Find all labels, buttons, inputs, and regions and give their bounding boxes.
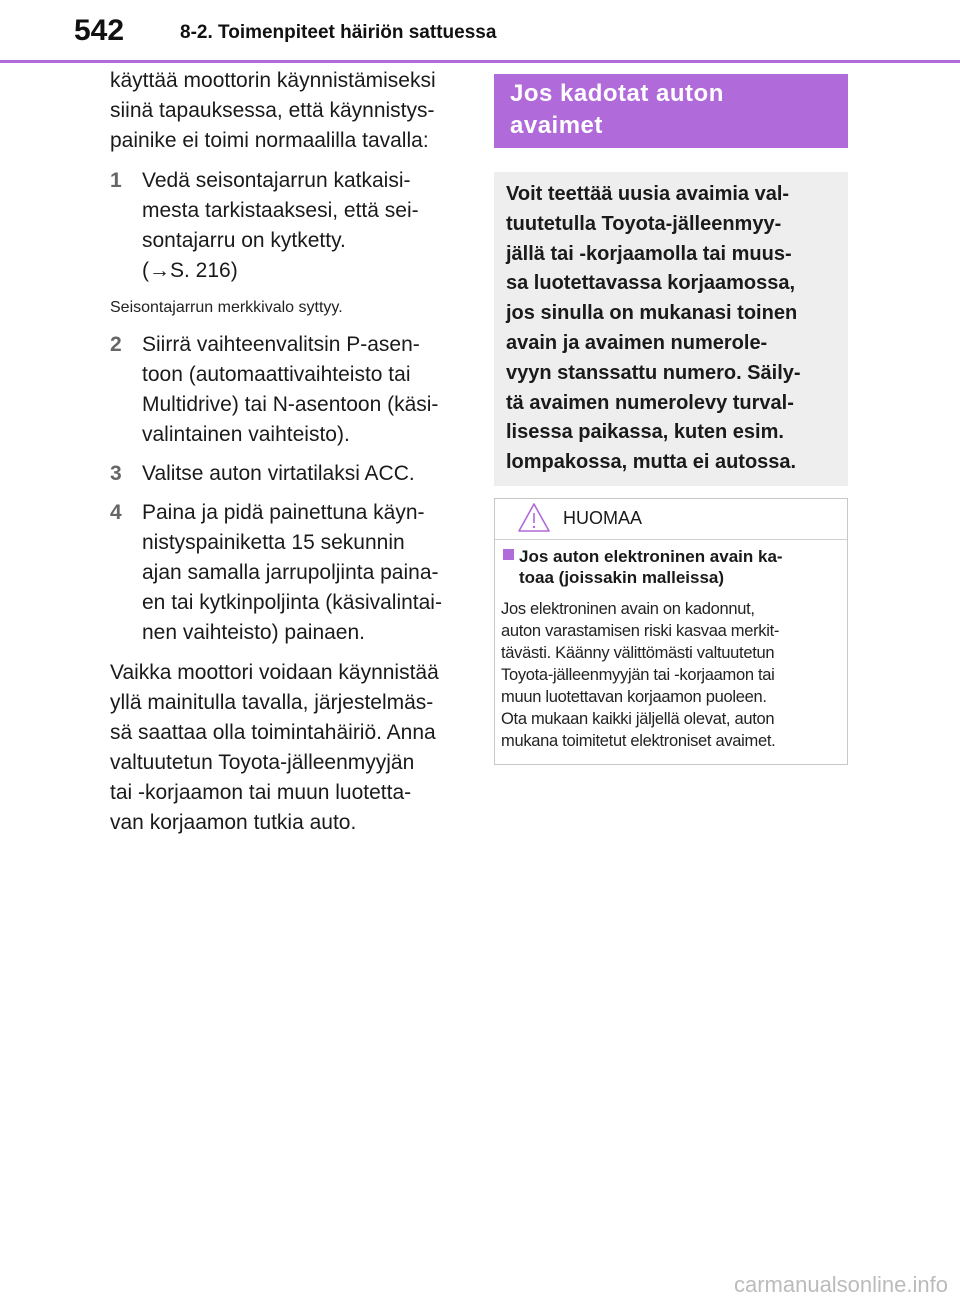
- step-number: 2: [110, 333, 122, 356]
- section-title: 8-2. Toimenpiteet häiriön sattuessa: [180, 22, 497, 43]
- closing-paragraph: Vaikka moottori voidaan käynnistää yllä mainitulla tavalla, järjestelmäs- sä saattaa olla toimintahäiriö. Anna valtuutetun Toyota-jälleenmyyjän tai -korjaamon tai muun luotetta- van korjaamon tutkia auto.: [110, 661, 439, 834]
- notice-text: Jos elektroninen avain on kadonnut, auton varastamisen riski kasvaa merkit- tävästi. Käänny välittömästi valtuutetun Toyota-jälleenmyyjän tai -korjaamon tai muun luotettavan korjaamon puoleen. Ota mukaan kaikki jäljellä olevat, auton mukana toimitetut elektroniset avaimet.: [501, 599, 780, 750]
- watermark: carmanualsonline.info: [733, 1272, 948, 1297]
- notice-heading: Jos auton elektroninen avain ka- toaa (joissakin malleissa): [501, 546, 839, 588]
- lost-keys-info-box: Voit teettää uusia avaimia val- tuutetulla Toyota-jälleenmyy- jällä tai -korjaamolla tai muus- sa luotettavassa korjaamossa, jos sinulla on mukanasi toinen avain ja avaimen numerole- vyyn stanssattu numero. Säily- tä avaimen numerolevy turval- lisessa paikassa, kuten esim. lompakossa, mutta ei autossa.: [494, 172, 848, 486]
- step-number: 3: [110, 462, 122, 485]
- page-header: [0, 0, 960, 63]
- parking-brake-note: Seisontajarrun merkkivalo syttyy.: [110, 299, 343, 316]
- step-2: 2 Siirrä vaihteenvalitsin P-asen- toon (automaattivaihteisto tai Multidrive) tai N-asentoon (käsi- valintainen vaihteisto).: [110, 330, 460, 450]
- step-3: 3 Valitse auton virtatilaksi ACC.: [110, 459, 460, 489]
- notice-body: [495, 540, 847, 764]
- warning-triangle-icon: [517, 502, 551, 539]
- step-number: 4: [110, 501, 122, 524]
- page-number: 542: [74, 14, 125, 47]
- lost-keys-banner: Jos kadotat auton avaimet: [494, 74, 848, 148]
- bullet-square-icon: [503, 549, 514, 560]
- left-column: [110, 66, 460, 838]
- intro-paragraph: käyttää moottorin käynnistämiseksi siinä tapauksessa, että käynnistys- painike ei toimi normaalilla tavalla:: [110, 69, 436, 152]
- step-1: 1 Vedä seisontajarrun katkaisi- mesta tarkistaaksesi, että sei- sontajarru on kytketty. (→S. 216): [110, 166, 460, 286]
- step-number: 1: [110, 169, 122, 192]
- right-column: [494, 74, 848, 765]
- notice-label: HUOMAA: [563, 507, 643, 528]
- step-4: 4 Paina ja pidä painettuna käyn- nistyspainiketta 15 sekunnin ajan samalla jarrupoljinta paina- en tai kytkinpoljinta (käsivalintai- nen vaihteisto) painaen.: [110, 498, 460, 648]
- notice-box: [494, 498, 848, 765]
- notice-header: [495, 499, 847, 540]
